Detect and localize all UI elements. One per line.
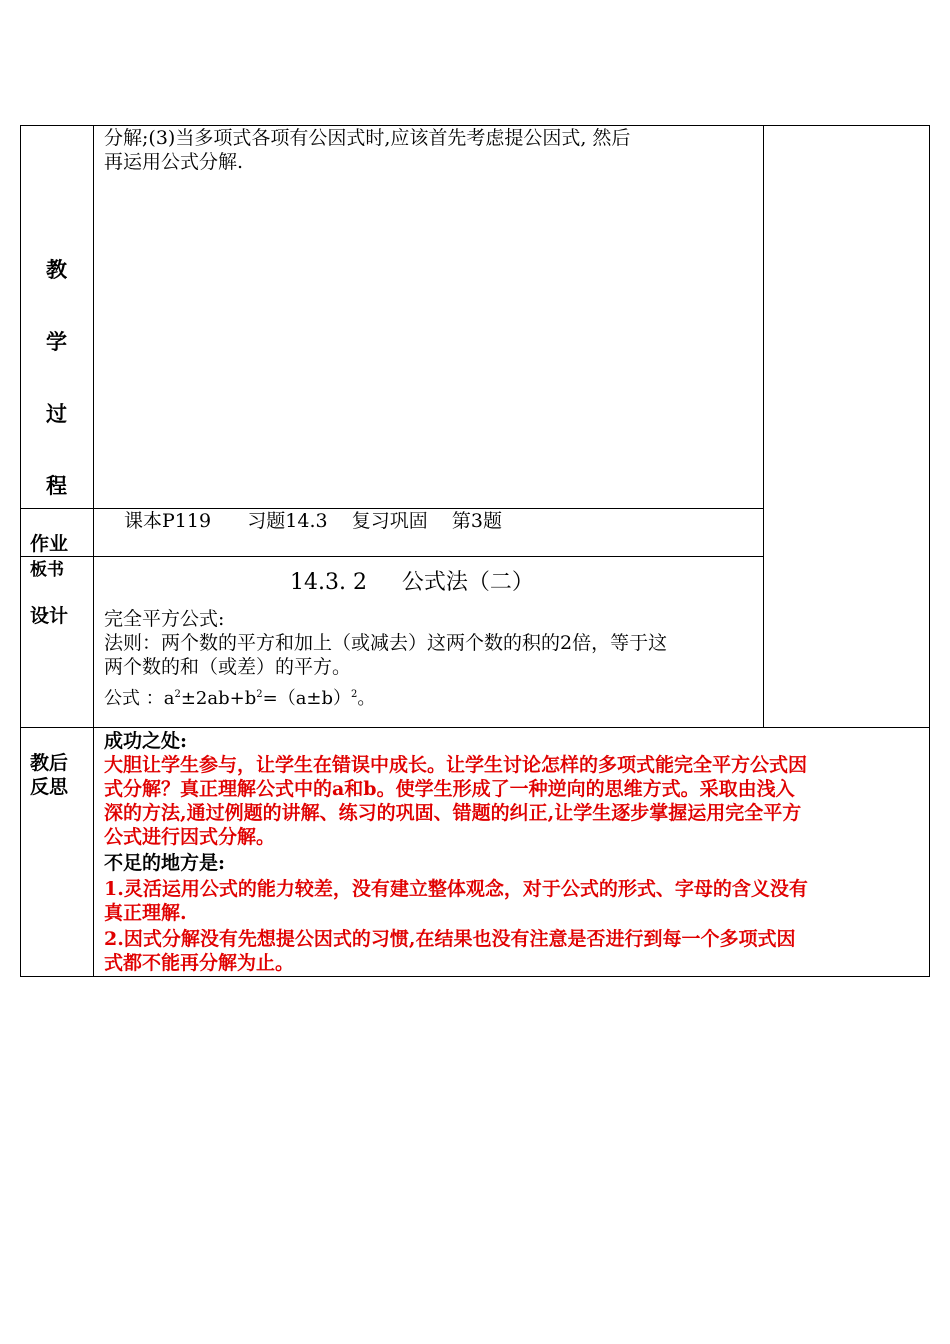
process-text-line: 分解;(3)当多项式各项有公因式时,应该首先考虑提公因式, 然后 [104,127,631,149]
formula-superscript: 2 [351,689,358,700]
board-label-line2: 设计 [30,605,69,627]
board-line: 法则：两个数的平方和加上（或减去）这两个数的积的2倍，等于这 [104,632,668,654]
success-line: 大胆让学生参与，让学生在错误中成长。让学生讨论怎样的多项式能完全平方公式因 [104,754,808,776]
formula-superscript: 2 [174,689,181,700]
formula-prefix: 公式 ：a [104,688,175,709]
success-heading: 成功之处: [104,730,188,752]
formula-end: =（a±b） [262,688,352,709]
shortcoming-line: 式都不能再分解为止。 [104,952,295,974]
shortcoming-line: 1.灵活运用公式的能力较差，没有建立整体观念，对于公式的形式、字母的含义没有 [104,878,808,900]
shortcoming-heading: 不足的地方是: [104,852,226,874]
board-line: 两个数的和（或差）的平方。 [104,656,352,678]
row-divider-board [20,727,930,728]
table-top-border [20,125,930,126]
formula-tail: 。 [357,688,376,709]
label-column-divider [93,125,94,977]
formula-middle: ±2ab+b [180,688,257,709]
reflection-label-line2: 反思 [30,776,69,798]
notes-column-divider [763,125,764,728]
board-title: 14.3. 2 公式法（二） [290,570,534,595]
success-line: 式分解？真正理解公式中的a和b。使学生形成了一种逆向的思维方式。采取由浅入 [104,778,795,800]
table-left-border [20,125,21,977]
process-label-char: 教 [46,257,67,282]
board-line: 完全平方公式: [104,608,225,630]
success-line: 深的方法,通过例题的讲解、练习的巩固、错题的纠正,让学生逐步掌握运用完全平方 [104,802,802,824]
table-right-border [929,125,930,977]
process-text-line: 再运用公式分解. [104,151,244,173]
board-formula [104,683,375,710]
formula-superscript: 2 [256,689,263,700]
homework-text: 课本P119 习题14.3 复习巩固 第3题 [124,510,502,532]
row-divider-process [20,508,764,509]
success-line: 公式进行因式分解。 [104,826,276,848]
shortcoming-line: 2.因式分解没有先想提公因式的习惯,在结果也没有注意是否进行到每一个多项式因 [104,928,796,950]
reflection-label-line1: 教后 [30,752,69,774]
table-bottom-border [20,976,930,977]
homework-label: 作业 [30,533,69,555]
board-label-line1: 板书 [30,560,64,580]
process-label-char: 程 [46,473,67,498]
process-label-char: 学 [46,329,67,354]
shortcoming-line: 真正理解. [104,902,187,924]
row-divider-homework [20,556,764,557]
process-label-char: 过 [46,401,67,426]
